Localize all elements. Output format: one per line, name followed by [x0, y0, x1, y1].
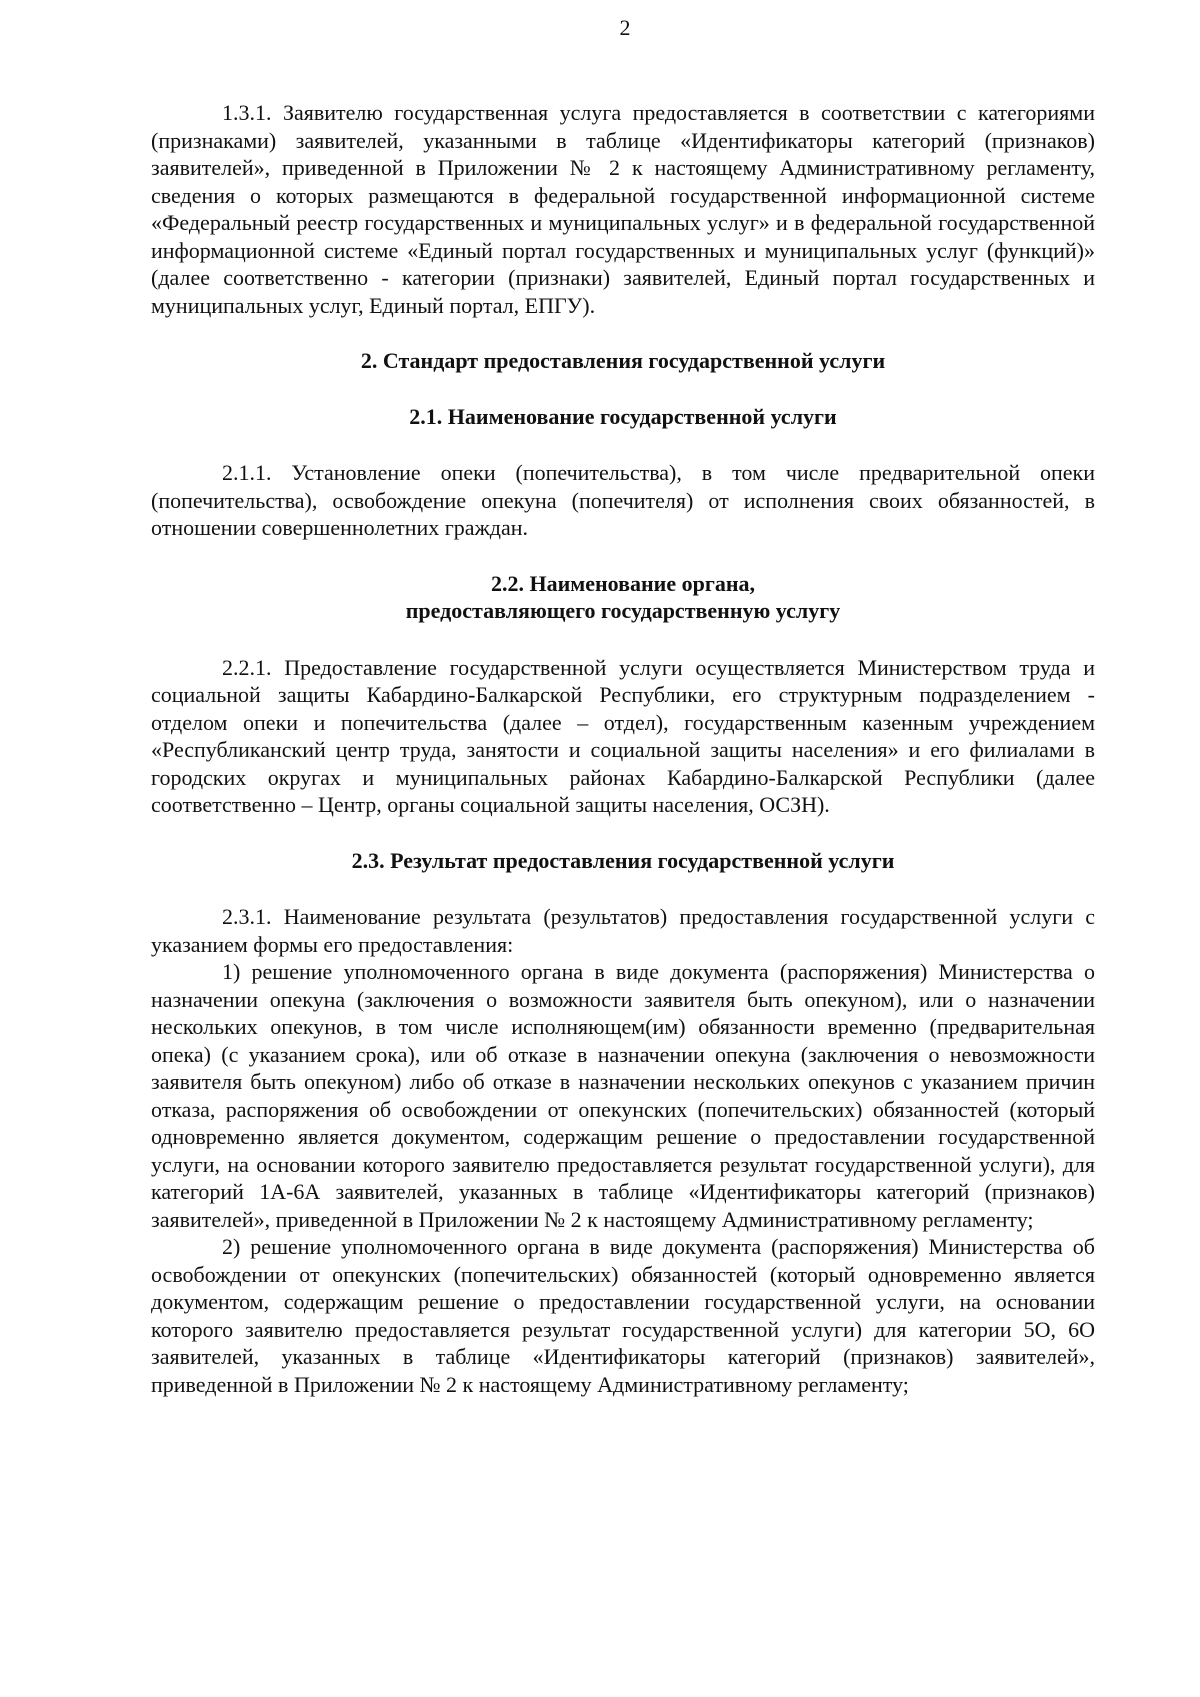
section-2-2-heading-line1: 2.2. Наименование органа, — [490, 570, 756, 596]
section-2-heading: 2. Стандарт предоставления государственной услуги — [360, 348, 886, 373]
paragraph-2-1-1: 2.1.1. Установление опеки (попечительства), в том числе предварительной опеки (попечительства), освобождение опекуна (попечителя) от исполнения своих обязанностей, в отношении совершеннолетних граждан. — [151, 460, 1095, 540]
document-body — [151, 99, 1095, 1398]
section-2-2-heading — [151, 570, 1095, 625]
section-2-2-heading-line2: предоставляющего государственную услугу — [405, 598, 841, 623]
section-2-1-heading: 2.1. Наименование государственной услуги — [409, 403, 837, 429]
paragraph-1-3-1: 1.3.1. Заявителю государственная услуга предоставляется в соответствии с категориями (признаками) заявителей, указанными в таблице «Идентификаторы категорий (признаков) заявителей», приведенной в Приложении № 2 к настоящему Административному регламенту, сведения о которых размещаются в федеральной государственной информационной системе «Федеральный реестр государственных и муниципальных услуг» и в федеральной государственной информационной системе «Единый портал государственных и муниципальных услуг (функций)» (далее соответственно - категории (признаки) заявителей, Единый портал государственных и муниципальных услуг, Единый портал, ЕПГУ). — [151, 100, 1095, 318]
page-number: 2 — [619, 15, 631, 40]
section-2-3-heading: 2.3. Результат предоставления государственной услуги — [351, 847, 895, 873]
paragraph-2-3-1: 2.3.1. Наименование результата (результатов) предоставления государственной услуги с указанием формы его предоставления: — [151, 904, 1095, 957]
list-item-1: 1) решение уполномоченного органа в виде документа (распоряжения) Министерства о назначении опекуна (заключения о возможности заявителя быть опекуном), или о назначении нескольких опекунов, в том числе исполняющем(им) обязанности временно (предварительная опека) (с указанием срока), или об отказе в назначении опекуна (заключения о невозможности заявителя быть опекуном) либо об отказе в назначении нескольких опекунов с указанием причин отказа, распоряжения об освобождении от опекунских (попечительских) обязанностей (который одновременно является документом, содержащим решение о предоставлении государственной услуги, на основании которого заявителю предоставляется результат государственной услуги), для категорий 1А-6А заявителей, указанных в таблице «Идентификаторы категорий (признаков) заявителей», приведенной в Приложении № 2 к настоящему Административному регламенту; — [151, 959, 1095, 1232]
paragraph-2-2-1: 2.2.1. Предоставление государственной услуги осуществляется Министерством труда и социальной защиты Кабардино-Балкарской Республики, его структурным подразделением - отделом опеки и попечительства (далее – отдел), государственным казенным учреждением «Республиканский центр труда, занятости и социальной защиты населения» и его филиалами в городских округах и муниципальных районах Кабардино-Балкарской Республики (далее соответственно – Центр, органы социальной защиты населения, ОСЗН). — [151, 654, 1095, 817]
list-item-2: 2) решение уполномоченного органа в виде документа (распоряжения) Министерства об освобождении от опекунских (попечительских) обязанностей (который одновременно является документом, содержащим решение о предоставлении государственной услуги, на основании которого заявителю предоставляется результат государственной услуги) для категории 5О, 6О заявителей, указанных в таблице «Идентификаторы категорий (признаков) заявителей», приведенной в Приложении № 2 к настоящему Административному регламенту; — [151, 1234, 1095, 1397]
